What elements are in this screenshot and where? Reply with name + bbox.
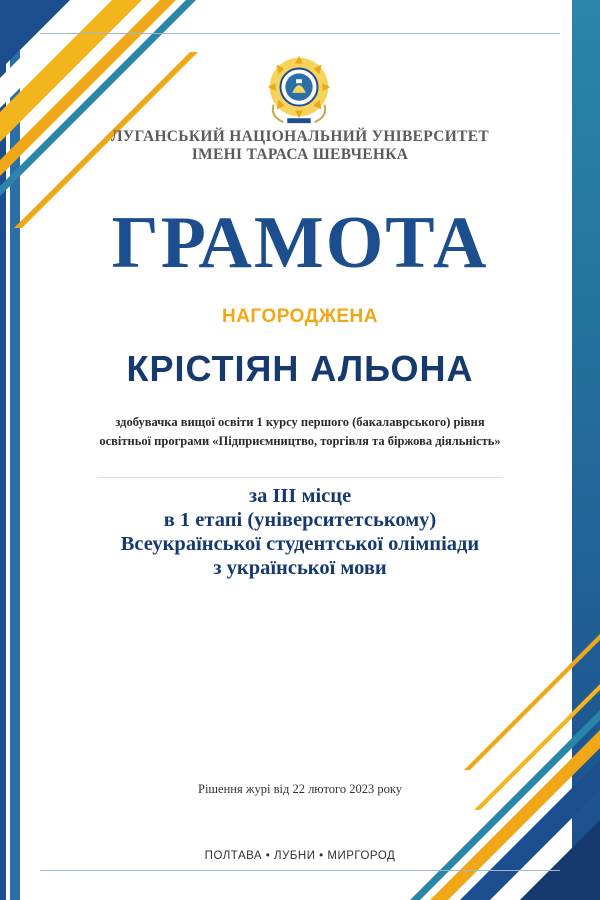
- university-emblem-icon: [260, 50, 338, 128]
- footer-cities: ПОЛТАВА • ЛУБНИ • МИРГОРОД: [204, 850, 396, 862]
- description-line-1: здобувачка вищої освіти 1 курсу першого (бакалаврського) рівня: [115, 415, 485, 429]
- left-inner-bar: [10, 0, 20, 900]
- award-reason: [50, 484, 550, 580]
- recipient-name: КРІСТІЯН АЛЬОНА: [126, 348, 474, 389]
- certificate-title: ГРАМОТА: [111, 202, 489, 284]
- university-name-line-2: ІМЕНІ ТАРАСА ШЕВЧЕНКА: [191, 146, 409, 163]
- section-divider: [98, 477, 502, 478]
- bottom-frame-line: [40, 870, 560, 871]
- description-line-2: освітньої програми «Підприємництво, торгівля та біржова діяльність»: [99, 434, 501, 448]
- jury-decision: Рішення журі від 22 лютого 2023 року: [198, 782, 402, 796]
- awarded-label: НАГОРОДЖЕНА: [221, 306, 378, 327]
- university-name-line-1: ЛУГАНСЬКИЙ НАЦІОНАЛЬНИЙ УНІВЕРСИТЕТ: [110, 128, 490, 145]
- recipient-description: [50, 413, 550, 451]
- reason-line: за III місце: [248, 485, 352, 507]
- university-name: [50, 128, 550, 164]
- reason-line: з української мови: [213, 557, 387, 579]
- reason-line: Всеукраїнської студентської олімпіади: [120, 533, 480, 555]
- reason-line: в 1 етапі (університетському): [163, 509, 437, 531]
- top-frame-line: [40, 33, 560, 34]
